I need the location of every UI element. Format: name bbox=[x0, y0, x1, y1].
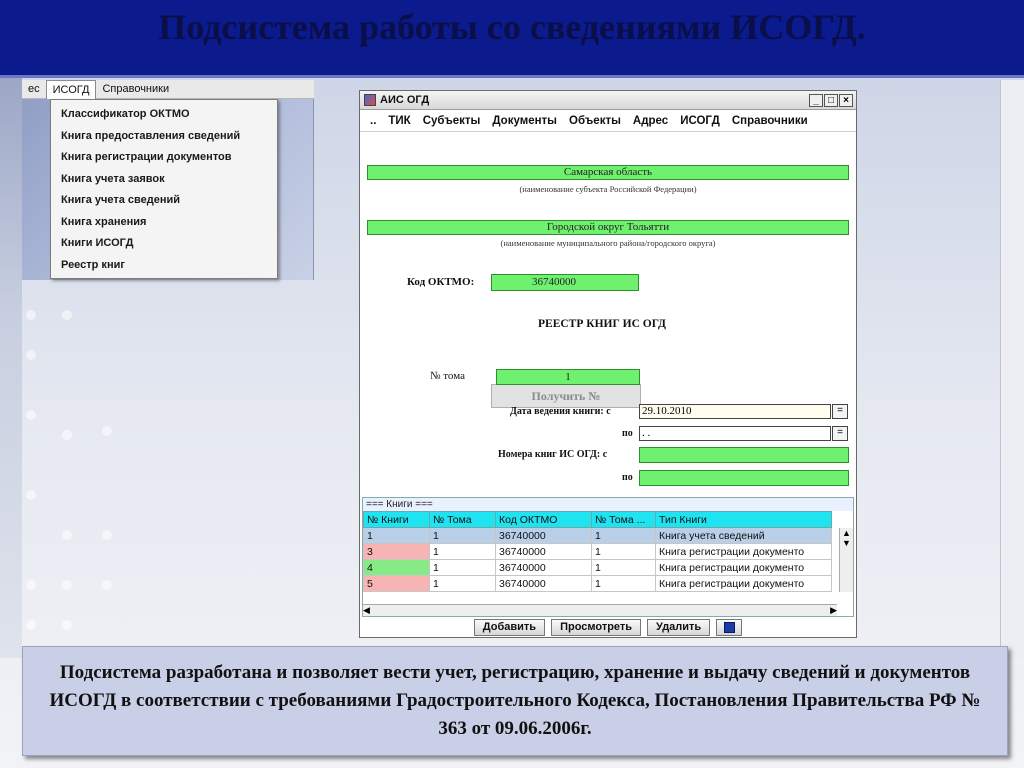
column-header[interactable]: № Книги bbox=[364, 512, 430, 528]
book-numbers-from-input[interactable] bbox=[639, 447, 849, 463]
get-number-button[interactable]: Получить № bbox=[491, 384, 641, 408]
oktmo-cell: 36740000 bbox=[496, 560, 592, 576]
window-title: АИС ОГД bbox=[380, 94, 430, 106]
table-row[interactable] bbox=[364, 544, 832, 560]
menu-address[interactable]: Адрес bbox=[632, 114, 669, 127]
oktmo-cell: 36740000 bbox=[496, 544, 592, 560]
menu-tik[interactable]: ТИК bbox=[388, 114, 411, 127]
volume-label: № тома bbox=[430, 370, 465, 382]
books-table-title: === Книги === bbox=[363, 498, 853, 511]
column-header[interactable]: № Тома ... bbox=[592, 512, 656, 528]
type-cell: Книга учета сведений bbox=[656, 528, 832, 544]
volume-cell: 1 bbox=[430, 544, 496, 560]
dropdown-item[interactable]: Классификатор ОКТМО bbox=[61, 108, 190, 120]
scroll-right-icon[interactable]: ▶ bbox=[830, 605, 837, 615]
date-to-input[interactable]: . . bbox=[639, 426, 831, 441]
menu-isogd[interactable]: ИСОГД bbox=[680, 114, 720, 127]
column-header[interactable]: Тип Книги bbox=[656, 512, 832, 528]
book-numbers-to-label: по bbox=[622, 472, 633, 483]
save-icon bbox=[724, 622, 735, 633]
registry-form bbox=[360, 132, 856, 497]
app-icon bbox=[364, 94, 376, 106]
right-decor-strip bbox=[1000, 80, 1024, 660]
isogd-dropdown-menu bbox=[50, 99, 278, 279]
column-header[interactable]: Код ОКТМО bbox=[496, 512, 592, 528]
delete-button[interactable]: Удалить bbox=[647, 619, 710, 636]
maximize-button[interactable]: □ bbox=[824, 94, 838, 107]
volume2-cell: 1 bbox=[592, 544, 656, 560]
date-to-label: по bbox=[622, 428, 633, 439]
slide-title-bar bbox=[0, 0, 1024, 78]
close-button[interactable]: × bbox=[839, 94, 853, 107]
book-numbers-label: Номера книг ИС ОГД: с bbox=[498, 449, 608, 460]
bg-menu-item[interactable]: ес bbox=[28, 82, 40, 95]
horizontal-scrollbar[interactable] bbox=[363, 604, 837, 616]
book-cell: 4 bbox=[364, 560, 430, 576]
dropdown-item[interactable]: Книга учета сведений bbox=[61, 194, 181, 206]
type-cell: Книга регистрации документо bbox=[656, 560, 832, 576]
left-decor-strip bbox=[0, 78, 22, 658]
table-row[interactable] bbox=[364, 576, 832, 592]
type-cell: Книга регистрации документо bbox=[656, 544, 832, 560]
minimize-button[interactable]: _ bbox=[809, 94, 823, 107]
books-table-panel bbox=[362, 497, 854, 617]
vertical-scrollbar[interactable]: ▲ ▼ bbox=[839, 528, 853, 592]
book-cell: 5 bbox=[364, 576, 430, 592]
table-row[interactable] bbox=[364, 560, 832, 576]
date-to-picker-button[interactable]: = bbox=[832, 426, 848, 441]
district-field[interactable]: Городской округ Тольятти bbox=[367, 220, 849, 235]
add-button[interactable]: Добавить bbox=[474, 619, 545, 636]
slide-caption: Подсистема разработана и позволяет вести учет, регистрацию, хранение и выдачу сведений и документов ИСОГД в соответствии с требованиями Градостроительного Кодекса, Постановления Правительства РФ № 363 от 09.06.2006г. bbox=[22, 646, 1008, 756]
book-numbers-to-input[interactable] bbox=[639, 470, 849, 486]
decorative-dots bbox=[22, 290, 332, 650]
slide-title: Подсистема работы со сведениями ИСОГД. bbox=[158, 7, 866, 47]
menu-item[interactable]: .. bbox=[370, 114, 377, 127]
volume2-cell: 1 bbox=[592, 528, 656, 544]
dropdown-item[interactable]: Книга предоставления сведений bbox=[61, 129, 241, 142]
bg-menu-isogd[interactable]: ИСОГД bbox=[46, 80, 97, 99]
volume2-cell: 1 bbox=[592, 560, 656, 576]
subject-field[interactable]: Самарская область bbox=[367, 165, 849, 180]
scroll-left-icon[interactable]: ◀ bbox=[363, 605, 370, 615]
type-cell: Книга регистрации документо bbox=[656, 576, 832, 592]
date-from-label: Дата ведения книги: с bbox=[510, 406, 611, 417]
dropdown-item[interactable]: Книги ИСОГД bbox=[61, 237, 134, 249]
window-titlebar bbox=[360, 91, 856, 110]
view-button[interactable]: Просмотреть bbox=[551, 619, 641, 636]
bg-menu-references[interactable]: Справочники bbox=[102, 82, 170, 95]
book-cell: 3 bbox=[364, 544, 430, 560]
volume-cell: 1 bbox=[430, 560, 496, 576]
subject-caption: (наименование субъекта Российской Федерации) bbox=[519, 184, 697, 194]
oktmo-cell: 36740000 bbox=[496, 528, 592, 544]
books-table bbox=[363, 511, 832, 592]
menu-documents[interactable]: Документы bbox=[492, 114, 558, 127]
background-menubar bbox=[22, 80, 314, 99]
district-caption: (наименование муниципального района/городского округа) bbox=[500, 238, 716, 248]
registry-title: РЕЕСТР КНИГ ИС ОГД bbox=[538, 318, 666, 330]
dropdown-item[interactable]: Книга регистрации документов bbox=[61, 151, 232, 163]
action-buttons bbox=[360, 617, 856, 637]
oktmo-label: Код ОКТМО: bbox=[407, 276, 475, 288]
dropdown-item[interactable]: Реестр книг bbox=[61, 258, 125, 271]
column-header[interactable]: № Тома bbox=[430, 512, 496, 528]
volume-cell: 1 bbox=[430, 528, 496, 544]
volume-cell: 1 bbox=[430, 576, 496, 592]
menu-objects[interactable]: Объекты bbox=[569, 114, 621, 127]
date-from-input[interactable]: 29.10.2010 bbox=[639, 404, 831, 419]
book-cell: 1 bbox=[364, 528, 430, 544]
dropdown-item[interactable]: Книга хранения bbox=[61, 215, 147, 228]
menu-references[interactable]: Справочники bbox=[731, 114, 808, 127]
volume-field[interactable]: 1 bbox=[496, 369, 640, 385]
oktmo-field[interactable]: 36740000 bbox=[491, 274, 639, 291]
dropdown-item[interactable]: Книга учета заявок bbox=[61, 172, 165, 185]
oktmo-cell: 36740000 bbox=[496, 576, 592, 592]
save-button[interactable] bbox=[716, 619, 742, 636]
app-menubar bbox=[360, 110, 856, 132]
volume2-cell: 1 bbox=[592, 576, 656, 592]
date-from-picker-button[interactable]: = bbox=[832, 404, 848, 419]
app-window bbox=[359, 90, 857, 638]
table-header-row bbox=[364, 512, 832, 528]
table-row[interactable] bbox=[364, 528, 832, 544]
menu-subjects[interactable]: Субъекты bbox=[422, 114, 481, 127]
